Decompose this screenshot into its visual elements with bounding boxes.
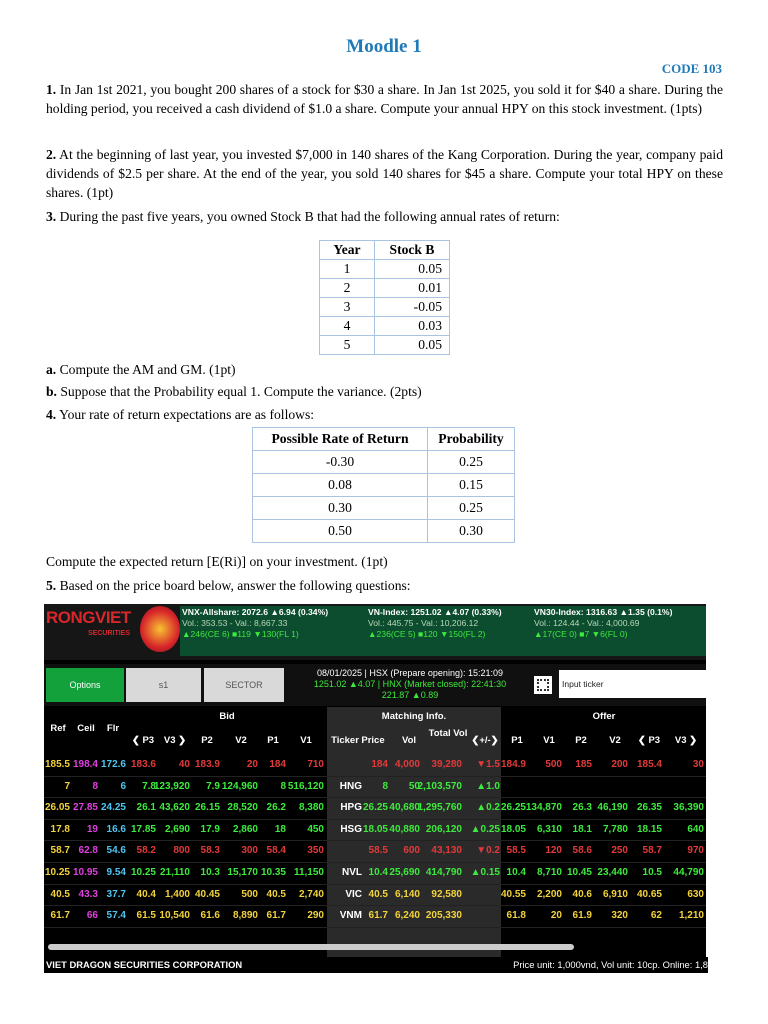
- board-cell: 40.5: [368, 888, 388, 900]
- table1-cell: 0.03: [375, 317, 450, 336]
- board-cell: 10.35: [260, 866, 286, 878]
- board-cell: 7.8: [142, 780, 156, 792]
- horizontal-scrollbar[interactable]: [48, 944, 574, 950]
- board-cell: 185: [575, 759, 592, 770]
- board-cell: 54.6: [106, 845, 126, 857]
- bid-col-header[interactable]: ❮ P3: [131, 735, 155, 746]
- table2-cell: 0.30: [428, 520, 515, 543]
- brand-logo: RONGVIET: [46, 608, 131, 627]
- board-cell: 10.3: [200, 866, 220, 878]
- index-vn[interactable]: [366, 606, 552, 656]
- board-cell: ▲1.0: [476, 780, 500, 792]
- board-cell: VIC: [345, 888, 362, 900]
- board-cell: 2,860: [232, 823, 258, 835]
- index-title: VN30-Index: 1316.63 ▲1.35 (0.1%): [534, 607, 673, 617]
- board-cell: 61.5: [136, 910, 156, 922]
- table-row[interactable]: [44, 777, 706, 799]
- board-cell: 20: [246, 759, 258, 770]
- price-board: [44, 604, 706, 972]
- options-button[interactable]: Options: [46, 668, 124, 702]
- status-line-2: 1251.02 ▲4.07 | HNX (Market closed): 22:41:30: [313, 679, 507, 689]
- board-cell: 26.3: [572, 802, 592, 814]
- board-cell: 500: [241, 888, 258, 900]
- table2-cell: 0.50: [253, 520, 428, 543]
- match-col-header: Vol: [401, 735, 417, 746]
- index-vn30[interactable]: [532, 606, 706, 656]
- table-row[interactable]: [44, 906, 706, 928]
- board-cell: 18.05: [362, 823, 388, 835]
- bid-col-header[interactable]: V3 ❯: [163, 735, 187, 746]
- board-cell: 61.7: [50, 910, 70, 922]
- offer-col-header: P1: [511, 735, 523, 746]
- q1-text: In Jan 1st 2021, you bought 200 shares of a stock for $30 a share. In Jan 1st 2025, you sold it for $40 a share. During the holding period, you received a cash dividend of $1.0 a share. Compute your annual HPY on this stock investment. (1pts): [46, 82, 724, 116]
- board-cell: 57.4: [106, 910, 126, 922]
- sector-tab[interactable]: SECTOR: [204, 668, 284, 702]
- bid-col-header: P1: [267, 735, 279, 746]
- brand-logo-sub: SECURITIES: [88, 630, 131, 637]
- board-cell: 18: [274, 823, 286, 835]
- header-ref: Ref: [50, 723, 66, 734]
- table-row[interactable]: [44, 798, 706, 820]
- question-3b: [46, 382, 723, 401]
- board-cell: 17.9: [200, 823, 220, 835]
- board-cell: 17.8: [50, 823, 70, 835]
- index-vol: Vol.: 445.75 - Val.: 10,206.12: [368, 618, 479, 628]
- board-cell: 58.7: [642, 845, 662, 857]
- board-cell: 183.9: [194, 759, 220, 770]
- board-rows: [44, 755, 706, 928]
- board-cell: 26.1: [136, 802, 156, 814]
- table1-cell: 5: [320, 336, 375, 355]
- board-cell: 6,310: [536, 823, 562, 835]
- board-cell: 40.5: [50, 888, 70, 900]
- index-breadth: ▲246(CE 6) ■119 ▼130(FL 1): [182, 629, 299, 639]
- board-cell: 40,880: [389, 823, 420, 835]
- table1-cell: 1: [320, 260, 375, 279]
- status-line-3: 221.87 ▲0.89: [381, 690, 439, 700]
- board-cell: 184.9: [500, 759, 526, 770]
- board-cell: 58.5: [368, 845, 388, 857]
- board-cell: VNM: [339, 910, 362, 922]
- board-cell: 46,190: [597, 802, 628, 814]
- board-cell: 62: [650, 910, 662, 922]
- board-cell: 450: [307, 823, 324, 835]
- board-cell: 710: [307, 759, 324, 770]
- ticker-input[interactable]: Input ticker: [559, 670, 706, 698]
- question-4: [46, 405, 723, 424]
- page-title: Moodle 1: [346, 36, 422, 57]
- dragon-icon: [140, 606, 180, 652]
- bid-col-header: P2: [201, 735, 213, 746]
- question-1: [46, 80, 723, 118]
- match-col-header: Price: [361, 735, 385, 746]
- index-vnx-allshare[interactable]: [180, 606, 366, 656]
- footer-company: VIET DRAGON SECURITIES CORPORATION: [46, 959, 243, 970]
- header-flr: Flr: [106, 723, 120, 734]
- board-cell: 124,960: [221, 780, 258, 792]
- board-cell: 26.25: [362, 802, 388, 814]
- board-cell: 40.65: [636, 888, 662, 900]
- q3-text: During the past five years, you owned Stock B that had the following annual rates of return:: [59, 209, 560, 224]
- table2-cell: 0.25: [428, 497, 515, 520]
- board-cell: 40.4: [136, 888, 156, 900]
- board-cell: 61.6: [200, 910, 220, 922]
- board-cell: 198.4: [72, 759, 98, 770]
- board-cell: 18.05: [500, 823, 526, 835]
- index-breadth: ▲17(CE 0) ■7 ▼6(FL 0): [534, 629, 628, 639]
- board-cell: 23,440: [597, 866, 628, 878]
- board-cell: 630: [687, 888, 704, 900]
- board-cell: 7.9: [206, 780, 220, 792]
- board-cell: ▲0.25: [470, 823, 500, 835]
- table-row[interactable]: [44, 820, 706, 842]
- board-cell: 134,870: [525, 802, 562, 814]
- board-cell: 18.15: [636, 823, 662, 835]
- q4-text: Your rate of return expectations are as follows:: [59, 407, 315, 422]
- board-cell: 11,150: [293, 866, 324, 878]
- board-cell: 43.3: [78, 888, 98, 900]
- board-cell: HPG: [340, 802, 362, 814]
- board-cell: 8: [382, 780, 388, 792]
- board-cell: 92,580: [431, 888, 462, 900]
- q1-num: 1.: [46, 82, 57, 97]
- table1-cell: -0.05: [375, 298, 450, 317]
- board-cell: 26.15: [194, 802, 220, 814]
- board-cell: 1,295,760: [417, 802, 462, 814]
- board-cell: 2,690: [164, 823, 190, 835]
- board-cell: ▲0.2: [476, 802, 500, 814]
- board-cell: 26.35: [636, 802, 662, 814]
- board-cell: 26.05: [44, 802, 70, 814]
- board-cell: 6: [120, 780, 126, 792]
- status-line-1: 08/01/2025 | HSX (Prepare opening): 15:21:09: [317, 668, 503, 678]
- board-cell: 58.4: [266, 845, 286, 857]
- table1-cell: 4: [320, 317, 375, 336]
- board-cell: 43,130: [431, 845, 462, 857]
- question-3a: [46, 360, 723, 379]
- board-footer: [44, 957, 708, 973]
- header-bid: Bid: [219, 711, 235, 722]
- board-cell: 172.6: [100, 759, 126, 770]
- board-cell: 28,520: [227, 802, 258, 814]
- board-cell: 40,680: [389, 802, 420, 814]
- board-cell: 200: [611, 759, 628, 770]
- board-cell: 123,920: [153, 780, 190, 792]
- board-cell: 8: [280, 780, 286, 792]
- board-cell: 7: [64, 780, 70, 792]
- board-cell: 10.4: [506, 866, 526, 878]
- table2-cell: 0.08: [253, 474, 428, 497]
- qb-text: Suppose that the Probability equal 1. Compute the variance. (2pts): [60, 384, 422, 399]
- board-cell: 40.5: [266, 888, 286, 900]
- board-cell: 58.6: [572, 845, 592, 857]
- header-ceil: Ceil: [77, 723, 95, 734]
- table2-header: Possible Rate of Return: [253, 428, 428, 451]
- board-cell: 2,740: [298, 888, 324, 900]
- offer-col-header: P2: [575, 735, 587, 746]
- question-3: [46, 207, 723, 226]
- q4b-text: Compute the expected return [E(Ri)] on your investment. (1pt): [46, 554, 388, 569]
- board-cell: 414,790: [425, 866, 462, 878]
- q2-num: 2.: [46, 147, 57, 162]
- board-cell: 640: [687, 823, 704, 835]
- header-offer: Offer: [592, 711, 616, 722]
- index-vol: Vol.: 124.44 - Val.: 4,000.69: [534, 618, 640, 628]
- board-cell: 4,000: [394, 759, 420, 770]
- board-cell: 184: [269, 759, 286, 770]
- board-cell: 58.5: [506, 845, 526, 857]
- offer-col-header: V1: [543, 735, 555, 746]
- board-cell: 250: [611, 845, 628, 857]
- offer-col-header: V2: [609, 735, 621, 746]
- table2-cell: 0.15: [428, 474, 515, 497]
- board-cell: 58.7: [50, 845, 70, 857]
- board-cell: 39,280: [431, 759, 462, 770]
- board-cell: 6,140: [394, 888, 420, 900]
- board-cell: HSG: [340, 823, 362, 835]
- board-cell: 36,390: [673, 802, 704, 814]
- board-cell: 185.4: [636, 759, 662, 770]
- board-cell: 7,780: [602, 823, 628, 835]
- question-2: [46, 145, 723, 202]
- board-cell: 43,620: [159, 802, 190, 814]
- board-cell: 40: [178, 759, 190, 770]
- q2-text: At the beginning of last year, you invested $7,000 in 140 shares of the Kang Corporation. During the year, company paid dividends of $2.5 per share. At the end of the year, you sold 140 shares for $45 a share. Compute your total HPY on these shares. (1pt): [46, 147, 723, 200]
- board-cell: 58.3: [200, 845, 220, 857]
- board-cell: ▲0.15: [470, 866, 500, 878]
- board-cell: 8,890: [232, 910, 258, 922]
- board-cell: 40.55: [500, 888, 526, 900]
- board-cell: 44,790: [673, 866, 704, 878]
- stock-b-table: [319, 240, 450, 355]
- board-cell: 25,690: [389, 866, 420, 878]
- board-cell: 6,910: [602, 888, 628, 900]
- board-cell: 30: [692, 759, 704, 770]
- board-cell: 300: [241, 845, 258, 857]
- question-5: [46, 576, 723, 595]
- board-cell: 184: [371, 759, 388, 770]
- board-cell: 10.45: [566, 866, 592, 878]
- table1-header: Year: [320, 241, 375, 260]
- board-cell: 120: [545, 845, 562, 857]
- table1-cell: 0.05: [375, 336, 450, 355]
- offer-col-header[interactable]: ❮ P3: [637, 735, 661, 746]
- board-cell: 19: [86, 823, 98, 835]
- board-cell: NVL: [342, 866, 362, 878]
- board-cell: 9.54: [106, 866, 126, 878]
- board-cell: ▼1.5: [476, 759, 500, 770]
- board-cell: 10.95: [72, 866, 98, 878]
- board-cell: 66: [86, 910, 98, 922]
- table1-cell: 0.01: [375, 279, 450, 298]
- board-cell: 62.8: [78, 845, 98, 857]
- index-vol: Vol.: 353.53 - Val.: 8,667.33: [182, 618, 288, 628]
- board-cell: HNG: [339, 780, 362, 792]
- table2-cell: 0.25: [428, 451, 515, 474]
- board-cell: 15,170: [227, 866, 258, 878]
- board-controls: [44, 664, 706, 706]
- table-row[interactable]: [44, 885, 706, 907]
- q4-num: 4.: [46, 407, 57, 422]
- board-cell: 185.5: [44, 759, 70, 770]
- board-cell: ▼0.2: [476, 845, 500, 857]
- board-cell: 10.4: [368, 866, 388, 878]
- board-cell: 2,200: [536, 888, 562, 900]
- board-cell: 2,103,570: [417, 780, 462, 792]
- board-cell: 20: [550, 910, 562, 922]
- board-cell: 18.1: [572, 823, 592, 835]
- board-cell: 500: [545, 759, 562, 770]
- bid-col-header: V2: [235, 735, 247, 746]
- board-header: [44, 604, 706, 660]
- board-column-headers: [44, 707, 706, 755]
- index-breadth: ▲236(CE 5) ■120 ▼150(FL 2): [368, 629, 486, 639]
- table2-header: Probability: [428, 428, 515, 451]
- board-cell: 40.6: [572, 888, 592, 900]
- board-cell: 37.7: [106, 888, 126, 900]
- board-cell: 8,710: [536, 866, 562, 878]
- board-cell: 61.7: [266, 910, 286, 922]
- board-cell: 320: [611, 910, 628, 922]
- bid-col-header: V1: [300, 735, 312, 746]
- index-title: VN-Index: 1251.02 ▲4.07 (0.33%): [368, 607, 502, 617]
- board-cell: 970: [687, 845, 704, 857]
- board-cell: 26.2: [266, 802, 286, 814]
- board-cell: 16.6: [106, 823, 126, 835]
- q5-text: Based on the price board below, answer the following questions:: [59, 578, 411, 593]
- board-cell: 10.25: [44, 866, 70, 878]
- table-row[interactable]: [44, 755, 706, 777]
- match-col-header: Total Vol: [428, 728, 468, 739]
- table1-header: Stock B: [375, 241, 450, 260]
- board-cell: 6,240: [394, 910, 420, 922]
- board-cell: 50: [408, 780, 420, 792]
- board-cell: 10.25: [130, 866, 156, 878]
- table1-cell: 2: [320, 279, 375, 298]
- board-cell: 800: [173, 845, 190, 857]
- board-cell: 10.5: [642, 866, 662, 878]
- table-row[interactable]: [44, 863, 706, 885]
- board-cell: 8,380: [298, 802, 324, 814]
- board-cell: 27.85: [72, 802, 98, 814]
- question-4-expected: [46, 552, 723, 571]
- board-cell: 290: [307, 910, 324, 922]
- board-cell: 1,210: [678, 910, 704, 922]
- board-cell: 61.8: [506, 910, 526, 922]
- board-cell: 350: [307, 845, 324, 857]
- q3-num: 3.: [46, 209, 57, 224]
- expand-icon[interactable]: [534, 676, 552, 694]
- board-cell: 61.9: [572, 910, 592, 922]
- board-cell: 10,540: [159, 910, 190, 922]
- s1-tab[interactable]: s1: [126, 668, 201, 702]
- index-title: VNX-Allshare: 2072.6 ▲6.94 (0.34%): [182, 607, 329, 617]
- table-row[interactable]: [44, 841, 706, 863]
- board-cell: 516,120: [287, 780, 324, 792]
- qa-text: Compute the AM and GM. (1pt): [59, 362, 236, 377]
- table1-cell: 3: [320, 298, 375, 317]
- board-cell: 183.6: [130, 759, 156, 770]
- market-status: [288, 668, 532, 701]
- board-cell: 17.85: [130, 823, 156, 835]
- code-label: CODE 103: [661, 61, 722, 76]
- footer-units: Price unit: 1,000vnd, Vol unit: 10cp. Online: 1,8: [513, 959, 708, 970]
- table2-cell: -0.30: [253, 451, 428, 474]
- board-cell: 40.45: [194, 888, 220, 900]
- return-probability-table: [252, 427, 515, 543]
- table1-cell: 0.05: [375, 260, 450, 279]
- board-cell: 61.7: [368, 910, 388, 922]
- board-cell: 58.2: [136, 845, 156, 857]
- table2-cell: 0.30: [253, 497, 428, 520]
- match-col-header: Ticker: [331, 735, 359, 746]
- q5-num: 5.: [46, 578, 57, 593]
- header-matching: Matching Info.: [381, 711, 447, 722]
- board-cell: 1,400: [164, 888, 190, 900]
- match-col-header[interactable]: ❮+/-❯: [471, 735, 499, 746]
- qa-num: a.: [46, 362, 57, 377]
- qb-num: b.: [46, 384, 57, 399]
- board-cell: 206,120: [425, 823, 462, 835]
- board-cell: 21,110: [159, 866, 190, 878]
- board-cell: 24.25: [100, 802, 126, 814]
- board-cell: 600: [403, 845, 420, 857]
- board-cell: 8: [92, 780, 98, 792]
- offer-col-header[interactable]: V3 ❯: [674, 735, 698, 746]
- board-cell: 26.25: [500, 802, 526, 814]
- board-cell: 205,330: [425, 910, 462, 922]
